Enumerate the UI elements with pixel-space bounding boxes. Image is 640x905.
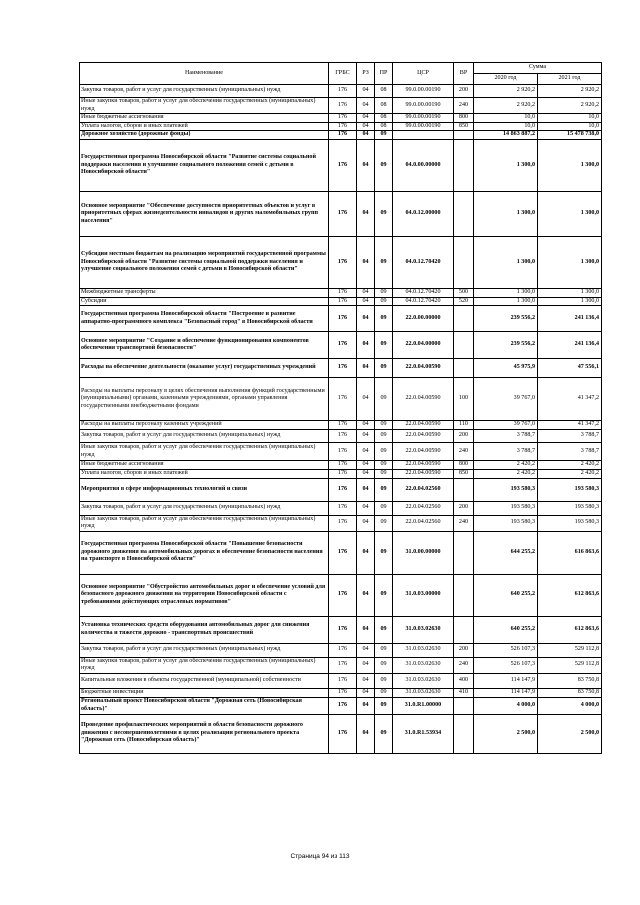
cell-grbs: 176 [329, 673, 357, 688]
cell-sum-2021: 1 300,0 [538, 140, 602, 192]
cell-rz: 04 [357, 714, 375, 753]
cell-rz: 04 [357, 531, 375, 574]
cell-grbs: 176 [329, 297, 357, 306]
cell-rz: 04 [357, 332, 375, 359]
table-row [80, 515, 602, 531]
cell-vr: 800 [454, 461, 474, 470]
cell-vr: 850 [454, 469, 474, 478]
cell-grbs: 176 [329, 98, 357, 114]
cell-rz: 04 [357, 359, 375, 378]
cell-name: Закупка товаров, работ и услуг для государственных (муниципальных) нужд [80, 501, 329, 515]
table-row [80, 421, 602, 430]
cell-csr: 22.0.04.00000 [393, 332, 454, 359]
cell-name: Иные закупки товаров, работ и услуг для обеспечения государственных (муниципальных) нужд [80, 515, 329, 531]
cell-rz: 04 [357, 237, 375, 289]
cell-sum-2020: 193 580,3 [474, 515, 538, 531]
cell-rz: 04 [357, 443, 375, 461]
cell-sum-2021: 83 750,8 [538, 673, 602, 688]
cell-vr [454, 131, 474, 140]
cell-sum-2021: 1 300,0 [538, 237, 602, 289]
cell-grbs: 176 [329, 461, 357, 470]
cell-grbs: 176 [329, 469, 357, 478]
cell-csr: 31.0.03.02630 [393, 673, 454, 688]
cell-pr: 09 [375, 140, 393, 192]
cell-sum-2020: 1 300,0 [474, 289, 538, 298]
cell-vr: 200 [454, 643, 474, 657]
cell-grbs: 176 [329, 714, 357, 753]
cell-grbs: 176 [329, 237, 357, 289]
cell-sum-2020: 2 500,0 [474, 714, 538, 753]
cell-csr: 22.0.04.02560 [393, 501, 454, 515]
cell-vr [454, 714, 474, 753]
table-row [80, 657, 602, 673]
cell-name: Иные закупки товаров, работ и услуг для обеспечения государственных (муниципальных) нужд [80, 657, 329, 673]
cell-vr [454, 332, 474, 359]
table-row [80, 131, 602, 140]
cell-name: Дорожное хозяйство (дорожные фонды) [80, 131, 329, 140]
cell-csr: 31.0.R1.00000 [393, 697, 454, 714]
cell-rz: 04 [357, 657, 375, 673]
table-body [80, 85, 602, 754]
cell-rz: 04 [357, 697, 375, 714]
cell-sum-2020: 526 107,3 [474, 643, 538, 657]
cell-name: Иные бюджетные ассигнования [80, 114, 329, 123]
cell-grbs: 176 [329, 697, 357, 714]
cell-vr [454, 237, 474, 289]
table-row [80, 478, 602, 501]
cell-vr: 200 [454, 430, 474, 443]
cell-rz: 04 [357, 643, 375, 657]
cell-sum-2021: 3 788,7 [538, 430, 602, 443]
cell-sum-2021: 241 136,4 [538, 332, 602, 359]
cell-vr: 240 [454, 98, 474, 114]
cell-grbs: 176 [329, 289, 357, 298]
table-row [80, 616, 602, 643]
cell-pr: 09 [375, 531, 393, 574]
cell-sum-2021: 1 300,0 [538, 297, 602, 306]
table-row [80, 469, 602, 478]
cell-sum-2021: 241 136,4 [538, 306, 602, 332]
cell-sum-2020: 2 920,2 [474, 85, 538, 98]
cell-csr: 22.0.04.02560 [393, 478, 454, 501]
cell-vr [454, 574, 474, 616]
cell-grbs: 176 [329, 657, 357, 673]
cell-pr: 09 [375, 332, 393, 359]
cell-vr: 410 [454, 688, 474, 697]
cell-pr: 09 [375, 673, 393, 688]
table-row [80, 192, 602, 237]
table-row [80, 673, 602, 688]
table-row [80, 688, 602, 697]
cell-vr [454, 192, 474, 237]
cell-grbs: 176 [329, 643, 357, 657]
header-pr: ПР [375, 63, 393, 85]
cell-pr: 09 [375, 657, 393, 673]
cell-csr: 22.0.04.00590 [393, 378, 454, 421]
cell-sum-2020: 3 788,7 [474, 430, 538, 443]
cell-name: Проведение профилактических мероприятий в области безопасности дорожного движения с несовершеннолетними в целях реализации регионального проекта "Дорожная сеть (Новосибирская область)" [80, 714, 329, 753]
cell-rz: 04 [357, 430, 375, 443]
cell-sum-2021: 10,0 [538, 114, 602, 123]
cell-csr: 31.0.R1.53934 [393, 714, 454, 753]
cell-pr: 08 [375, 114, 393, 123]
cell-name: Закупка товаров, работ и услуг для государственных (муниципальных) нужд [80, 430, 329, 443]
cell-grbs: 176 [329, 114, 357, 123]
cell-pr: 08 [375, 98, 393, 114]
cell-pr: 09 [375, 359, 393, 378]
cell-grbs: 176 [329, 515, 357, 531]
cell-rz: 04 [357, 122, 375, 131]
table-row [80, 714, 602, 753]
cell-sum-2020: 39 767,0 [474, 421, 538, 430]
cell-vr [454, 478, 474, 501]
cell-grbs: 176 [329, 531, 357, 574]
table-row [80, 643, 602, 657]
table-row [80, 297, 602, 306]
cell-rz: 04 [357, 515, 375, 531]
cell-vr [454, 697, 474, 714]
cell-sum-2021: 83 750,8 [538, 688, 602, 697]
cell-sum-2020: 1 300,0 [474, 237, 538, 289]
header-year-2021: 2021 год [538, 74, 602, 85]
cell-csr: 22.0.04.00590 [393, 461, 454, 470]
cell-pr: 09 [375, 478, 393, 501]
cell-csr: 31.0.03.00000 [393, 574, 454, 616]
cell-sum-2020: 39 767,0 [474, 378, 538, 421]
cell-pr: 09 [375, 237, 393, 289]
cell-vr: 100 [454, 378, 474, 421]
cell-pr: 09 [375, 192, 393, 237]
cell-csr: 22.0.04.00590 [393, 359, 454, 378]
header-vr: ВР [454, 63, 474, 85]
cell-csr: 04.0.12.00000 [393, 192, 454, 237]
cell-sum-2020: 45 975,9 [474, 359, 538, 378]
cell-rz: 04 [357, 688, 375, 697]
cell-sum-2020: 239 556,2 [474, 332, 538, 359]
cell-name: Субсидии местным бюджетам на реализацию мероприятий государственной программы Новосибирской области "Развитие системы социальной поддержки населения и улучшение социального положения семей с детьми в Новосибирской области" [80, 237, 329, 289]
cell-pr: 09 [375, 714, 393, 753]
header-name: Наименование [80, 63, 329, 85]
header-csr: ЦСР [393, 63, 454, 85]
cell-vr: 200 [454, 501, 474, 515]
cell-vr: 400 [454, 673, 474, 688]
cell-sum-2021: 4 000,0 [538, 697, 602, 714]
cell-rz: 04 [357, 140, 375, 192]
cell-rz: 04 [357, 673, 375, 688]
cell-grbs: 176 [329, 85, 357, 98]
cell-vr [454, 531, 474, 574]
budget-table-container [79, 62, 601, 754]
cell-csr: 04.0.12.70420 [393, 297, 454, 306]
cell-name: Капитальные вложения в объекты государственной (муниципальной) собственности [80, 673, 329, 688]
table-row [80, 443, 602, 461]
cell-csr: 99.0.00.00190 [393, 85, 454, 98]
cell-grbs: 176 [329, 359, 357, 378]
cell-csr: 99.0.00.00190 [393, 114, 454, 123]
table-header [80, 63, 602, 85]
cell-sum-2020: 10,0 [474, 122, 538, 131]
cell-sum-2020: 526 107,3 [474, 657, 538, 673]
cell-sum-2020: 114 147,9 [474, 688, 538, 697]
cell-name: Субсидии [80, 297, 329, 306]
cell-csr: 22.0.04.02560 [393, 515, 454, 531]
cell-grbs: 176 [329, 122, 357, 131]
cell-rz: 04 [357, 461, 375, 470]
table-row [80, 378, 602, 421]
cell-sum-2021: 193 580,3 [538, 478, 602, 501]
cell-sum-2020: 644 255,2 [474, 531, 538, 574]
cell-pr: 09 [375, 378, 393, 421]
cell-csr: 31.0.03.02630 [393, 657, 454, 673]
cell-pr: 09 [375, 430, 393, 443]
cell-pr: 09 [375, 501, 393, 515]
table-row [80, 501, 602, 515]
cell-pr: 09 [375, 289, 393, 298]
cell-grbs: 176 [329, 501, 357, 515]
page-number: Страница 94 из 113 [290, 853, 350, 860]
cell-name: Государственная программа Новосибирской области "Построение и развитие аппаратно-программного комплекса "Безопасный город" в Новосибирской области [80, 306, 329, 332]
table-row [80, 461, 602, 470]
cell-csr: 04.0.12.70420 [393, 289, 454, 298]
cell-sum-2020: 114 147,9 [474, 673, 538, 688]
cell-csr: 04.0.12.70420 [393, 237, 454, 289]
cell-sum-2020: 193 580,3 [474, 478, 538, 501]
cell-name: Иные закупки товаров, работ и услуг для обеспечения государственных (муниципальных) нужд [80, 443, 329, 461]
cell-sum-2021: 41 347,2 [538, 378, 602, 421]
cell-grbs: 176 [329, 306, 357, 332]
cell-vr [454, 306, 474, 332]
cell-vr: 500 [454, 289, 474, 298]
cell-pr: 09 [375, 443, 393, 461]
cell-pr: 09 [375, 688, 393, 697]
cell-sum-2020: 239 556,2 [474, 306, 538, 332]
cell-name: Установка технических средств оборудования автомобильных дорог для снижения количества и тяжести дорожно - транспортных происшествий [80, 616, 329, 643]
cell-grbs: 176 [329, 421, 357, 430]
cell-sum-2020: 4 000,0 [474, 697, 538, 714]
cell-csr: 31.0.03.02630 [393, 643, 454, 657]
cell-vr: 240 [454, 515, 474, 531]
cell-sum-2020: 2 920,2 [474, 98, 538, 114]
cell-sum-2020: 2 420,2 [474, 469, 538, 478]
cell-pr: 08 [375, 85, 393, 98]
cell-csr: 22.0.04.00590 [393, 430, 454, 443]
cell-sum-2020: 3 788,7 [474, 443, 538, 461]
cell-rz: 04 [357, 616, 375, 643]
cell-name: Иные бюджетные ассигнования [80, 461, 329, 470]
cell-sum-2021: 529 112,8 [538, 657, 602, 673]
cell-csr: 22.0.04.00590 [393, 421, 454, 430]
cell-pr: 09 [375, 643, 393, 657]
cell-rz: 04 [357, 469, 375, 478]
header-grbs: ГРБС [329, 63, 357, 85]
cell-csr: 99.0.00.00190 [393, 122, 454, 131]
cell-csr: 31.0.03.02630 [393, 616, 454, 643]
cell-vr: 800 [454, 114, 474, 123]
cell-name: Расходы на выплаты персоналу в целях обеспечения выполнения функций государственными (муниципальными) органами, казенными учреждениями, органами управления государственными внебюджетными фондами [80, 378, 329, 421]
table-row [80, 531, 602, 574]
cell-name: Мероприятия в сфере информационных технологий и связи [80, 478, 329, 501]
cell-sum-2021: 10,0 [538, 122, 602, 131]
cell-pr: 08 [375, 122, 393, 131]
cell-sum-2021: 41 347,2 [538, 421, 602, 430]
cell-grbs: 176 [329, 378, 357, 421]
cell-csr [393, 131, 454, 140]
table-row [80, 306, 602, 332]
table-row [80, 140, 602, 192]
cell-rz: 04 [357, 378, 375, 421]
cell-sum-2020: 10,0 [474, 114, 538, 123]
cell-sum-2020: 1 300,0 [474, 140, 538, 192]
cell-sum-2021: 529 112,8 [538, 643, 602, 657]
cell-pr: 09 [375, 131, 393, 140]
cell-sum-2021: 15 478 738,0 [538, 131, 602, 140]
cell-rz: 04 [357, 297, 375, 306]
table-row [80, 359, 602, 378]
cell-sum-2020: 640 255,2 [474, 616, 538, 643]
cell-pr: 09 [375, 616, 393, 643]
table-row [80, 98, 602, 114]
cell-rz: 04 [357, 289, 375, 298]
cell-name: Закупка товаров, работ и услуг для государственных (муниципальных) нужд [80, 85, 329, 98]
table-row [80, 574, 602, 616]
cell-sum-2021: 1 300,0 [538, 289, 602, 298]
header-year-2020: 2020 год [474, 74, 538, 85]
cell-vr: 850 [454, 122, 474, 131]
cell-csr: 31.0.03.02630 [393, 688, 454, 697]
cell-pr: 09 [375, 306, 393, 332]
cell-grbs: 176 [329, 688, 357, 697]
cell-name: Межбюджетные трансферты [80, 289, 329, 298]
cell-grbs: 176 [329, 131, 357, 140]
table-row [80, 114, 602, 123]
cell-vr [454, 359, 474, 378]
cell-vr: 240 [454, 657, 474, 673]
cell-grbs: 176 [329, 430, 357, 443]
cell-pr: 09 [375, 574, 393, 616]
cell-csr: 22.0.04.00590 [393, 443, 454, 461]
cell-rz: 04 [357, 574, 375, 616]
cell-name: Закупка товаров, работ и услуг для государственных (муниципальных) нужд [80, 643, 329, 657]
cell-sum-2020: 1 300,0 [474, 297, 538, 306]
cell-sum-2020: 193 580,3 [474, 501, 538, 515]
table-row [80, 332, 602, 359]
cell-sum-2021: 193 580,3 [538, 501, 602, 515]
cell-sum-2021: 193 580,3 [538, 515, 602, 531]
cell-csr: 99.0.00.00190 [393, 98, 454, 114]
cell-name: Основное мероприятие "Обустройство автомобильных дорог и обеспечение условий для безопасного дорожного движения на территории Новосибирской области с требованиями действующих отраслевых нормативов" [80, 574, 329, 616]
cell-rz: 04 [357, 192, 375, 237]
cell-csr: 04.0.00.00000 [393, 140, 454, 192]
table-row [80, 430, 602, 443]
cell-name: Региональный проект Новосибирской области "Дорожная сеть (Новосибирская область)" [80, 697, 329, 714]
cell-name: Основное мероприятие "Создание и обеспечение функционирования компонентов обеспечения транспортной безопасности" [80, 332, 329, 359]
cell-sum-2021: 3 788,7 [538, 443, 602, 461]
cell-name: Уплата налогов, сборов и иных платежей [80, 122, 329, 131]
cell-rz: 04 [357, 421, 375, 430]
table-row [80, 289, 602, 298]
cell-sum-2021: 47 556,1 [538, 359, 602, 378]
cell-sum-2021: 2 420,2 [538, 461, 602, 470]
cell-vr: 520 [454, 297, 474, 306]
cell-grbs: 176 [329, 140, 357, 192]
cell-csr: 31.0.00.00000 [393, 531, 454, 574]
cell-sum-2021: 2 920,2 [538, 98, 602, 114]
budget-table [79, 62, 602, 754]
cell-grbs: 176 [329, 443, 357, 461]
cell-name: Государственная программа Новосибирской области "Повышение безопасности дорожного движения на автомобильных дорогах и обеспечение безопасности населения на транспорте в Новосибирской области" [80, 531, 329, 574]
cell-rz: 04 [357, 98, 375, 114]
table-row [80, 697, 602, 714]
cell-vr [454, 616, 474, 643]
cell-sum-2021: 2 500,0 [538, 714, 602, 753]
cell-vr [454, 140, 474, 192]
cell-grbs: 176 [329, 478, 357, 501]
cell-sum-2020: 14 863 887,2 [474, 131, 538, 140]
cell-vr: 200 [454, 85, 474, 98]
table-row [80, 85, 602, 98]
cell-name: Расходы на выплаты персоналу казенных учреждений [80, 421, 329, 430]
cell-sum-2021: 616 863,6 [538, 531, 602, 574]
cell-rz: 04 [357, 131, 375, 140]
cell-pr: 09 [375, 697, 393, 714]
header-rz: РЗ [357, 63, 375, 85]
cell-csr: 22.0.04.00590 [393, 469, 454, 478]
table-row [80, 237, 602, 289]
cell-rz: 04 [357, 114, 375, 123]
cell-rz: 04 [357, 478, 375, 501]
cell-sum-2021: 1 300,0 [538, 192, 602, 237]
cell-rz: 04 [357, 306, 375, 332]
cell-pr: 09 [375, 469, 393, 478]
cell-sum-2020: 2 420,2 [474, 461, 538, 470]
table-row [80, 122, 602, 131]
cell-sum-2020: 1 300,0 [474, 192, 538, 237]
cell-sum-2020: 640 255,2 [474, 574, 538, 616]
cell-sum-2021: 2 920,2 [538, 85, 602, 98]
cell-name: Расходы на обеспечение деятельности (оказание услуг) государственных учреждений [80, 359, 329, 378]
cell-rz: 04 [357, 85, 375, 98]
cell-pr: 09 [375, 515, 393, 531]
header-sum: Сумма [474, 63, 602, 74]
cell-grbs: 176 [329, 192, 357, 237]
cell-name: Основное мероприятие "Обеспечение доступности приоритетных объектов и услуг в приоритетных сферах жизнедеятельности инвалидов и других маломобильных групп населения" [80, 192, 329, 237]
cell-name: Уплата налогов, сборов и иных платежей [80, 469, 329, 478]
cell-vr: 240 [454, 443, 474, 461]
cell-sum-2021: 2 420,2 [538, 469, 602, 478]
cell-sum-2021: 612 863,6 [538, 574, 602, 616]
cell-pr: 09 [375, 461, 393, 470]
cell-grbs: 176 [329, 574, 357, 616]
cell-name: Иные закупки товаров, работ и услуг для обеспечения государственных (муниципальных) нужд [80, 98, 329, 114]
cell-rz: 04 [357, 501, 375, 515]
cell-name: Бюджетные инвестиции [80, 688, 329, 697]
cell-vr: 110 [454, 421, 474, 430]
cell-name: Государственная программа Новосибирской области "Развитие системы социальной поддержки населения и улучшение социального положения семей с детьми в Новосибирской области" [80, 140, 329, 192]
cell-csr: 22.0.00.00000 [393, 306, 454, 332]
cell-grbs: 176 [329, 332, 357, 359]
cell-sum-2021: 612 863,6 [538, 616, 602, 643]
cell-pr: 09 [375, 421, 393, 430]
cell-pr: 09 [375, 297, 393, 306]
cell-grbs: 176 [329, 616, 357, 643]
